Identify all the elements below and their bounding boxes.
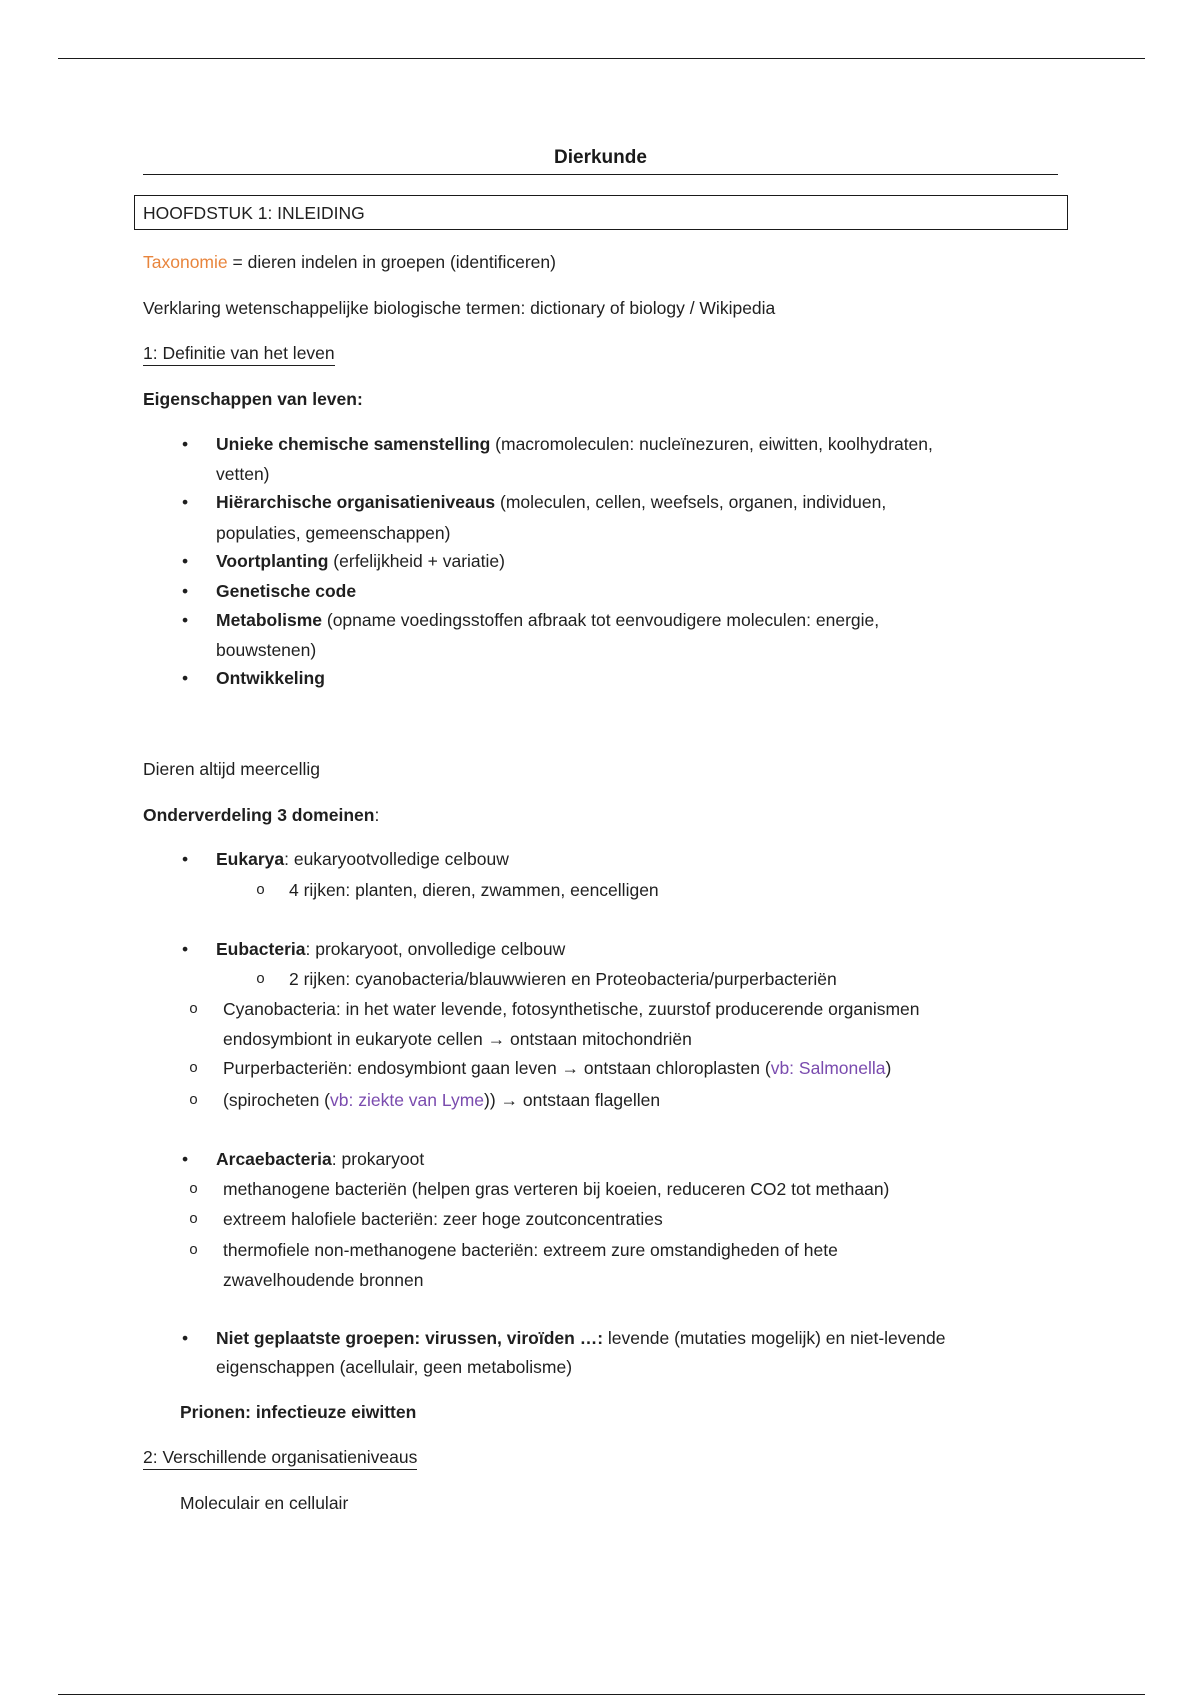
section-2-heading-text: 2: Verschillende organisatieniveaus	[143, 1447, 417, 1470]
unplaced-groups-term: Niet geplaatste groepen: virussen, viroïden …:	[216, 1328, 604, 1348]
bullet-marker: •	[182, 610, 189, 630]
list-item-term: Genetische code	[216, 581, 357, 601]
unplaced-groups-text: levende (mutaties mogelijk) en niet-levende	[603, 1328, 946, 1348]
domains-heading	[143, 804, 379, 826]
list-item	[216, 491, 886, 513]
list-item	[216, 550, 505, 572]
bullet-marker: •	[182, 581, 189, 601]
bullet-marker: •	[182, 551, 189, 571]
sub-list-item: thermofiele non-methanogene bacteriën: extreem zure omstandigheden of hete	[223, 1240, 838, 1260]
list-item-text: (moleculen, cellen, weefsels, organen, individuen,	[495, 492, 887, 512]
example-text: vb: Salmonella	[770, 1058, 886, 1078]
sub-list-item: methanogene bacteriën (helpen gras verteren bij koeien, reduceren CO2 tot methaan)	[223, 1179, 890, 1199]
list-item-continued: vetten)	[216, 464, 270, 484]
list-item-text: (opname voedingsstoffen afbraak tot eenvoudigere moleculen: energie,	[322, 610, 880, 630]
sub-bullet-marker: o	[189, 1211, 199, 1228]
unplaced-groups-continued: eigenschappen (acellulair, geen metabolisme)	[216, 1357, 573, 1377]
bullet-marker: •	[182, 668, 189, 688]
bullet-marker: •	[182, 1328, 189, 1348]
section-1-heading	[143, 342, 335, 364]
sub-list-item: 2 rijken: cyanobacteria/blauwwieren en Proteobacteria/purperbacteriën	[289, 969, 837, 989]
properties-heading: Eigenschappen van leven:	[143, 389, 363, 409]
document-title: Dierkunde	[554, 147, 647, 168]
sub-list-item-text: Purperbacteriën: endosymbiont gaan leven → ontstaan chloroplasten (	[223, 1058, 771, 1078]
sub-list-item: extreem halofiele bacteriën: zeer hoge zoutconcentraties	[223, 1209, 663, 1229]
glossary-note: Verklaring wetenschappelijke biologische termen: dictionary of biology / Wikipedia	[143, 298, 776, 318]
list-item-term: Voortplanting	[216, 551, 329, 571]
sub-bullet-marker: o	[189, 1242, 199, 1259]
taxonomy-term: Taxonomie	[143, 252, 228, 272]
domain-text: : prokaryoot	[331, 1149, 425, 1169]
multicellular-note: Dieren altijd meercellig	[143, 759, 321, 779]
sub-bullet-marker: o	[256, 971, 266, 988]
sub-list-item-continued: zwavelhoudende bronnen	[223, 1270, 424, 1290]
list-item-term: Metabolisme	[216, 610, 322, 630]
list-item-continued: bouwstenen)	[216, 640, 317, 660]
section-2-subheading: Moleculair en cellulair	[180, 1493, 349, 1513]
domain-text: : eukaryootvolledige celbouw	[284, 849, 509, 869]
sub-bullet-marker: o	[189, 1001, 199, 1018]
bullet-marker: •	[182, 492, 189, 512]
sub-bullet-marker: o	[189, 1092, 199, 1109]
chapter-heading-box	[134, 195, 1068, 230]
chapter-heading: HOOFDSTUK 1: INLEIDING	[143, 203, 365, 223]
bullet-marker: •	[182, 434, 189, 454]
list-item	[216, 609, 879, 631]
list-item	[216, 433, 933, 455]
sub-list-item: Cyanobacteria: in het water levende, fotosynthetische, zuurstof producerende organismen	[223, 999, 920, 1019]
bullet-marker: •	[182, 849, 189, 869]
domain-term: Arcaebacteria	[216, 1149, 332, 1169]
example-text: vb: ziekte van Lyme	[330, 1090, 485, 1110]
unplaced-groups	[216, 1327, 945, 1349]
list-item-term: Unieke chemische samenstelling	[216, 434, 491, 454]
domain-term: Eukarya	[216, 849, 285, 869]
list-item-term: Ontwikkeling	[216, 668, 325, 688]
sub-list-item	[223, 1089, 660, 1111]
sub-list-item-continued: endosymbiont in eukaryote cellen → ontstaan mitochondriën	[223, 1029, 692, 1049]
list-item	[216, 667, 325, 689]
list-item-text: (erfelijkheid + variatie)	[328, 551, 505, 571]
domain-eukarya	[216, 848, 509, 870]
list-item	[216, 580, 356, 602]
page-bottom-rule	[58, 1694, 1145, 1695]
list-item-term: Hiërarchische organisatieniveaus	[216, 492, 496, 512]
list-item-continued: populaties, gemeenschappen)	[216, 523, 451, 543]
page-top-rule	[58, 58, 1145, 59]
domain-term: Eubacteria	[216, 939, 306, 959]
sub-list-item-text: (spirocheten (	[223, 1090, 330, 1110]
domain-eubacteria	[216, 938, 565, 960]
bullet-marker: •	[182, 1149, 189, 1169]
sub-list-item	[223, 1057, 891, 1079]
taxonomy-text: = dieren indelen in groepen (identificeren)	[227, 252, 556, 272]
domains-heading-suffix: :	[374, 805, 380, 825]
title-underline	[143, 174, 1058, 175]
sub-bullet-marker: o	[189, 1060, 199, 1077]
domain-arcaebacteria	[216, 1148, 424, 1170]
domain-text: : prokaryoot, onvolledige celbouw	[305, 939, 566, 959]
sub-list-item-close: )) → ontstaan flagellen	[484, 1090, 661, 1110]
sub-bullet-marker: o	[256, 882, 266, 899]
section-2-heading	[143, 1446, 417, 1468]
prions-note: Prionen: infectieuze eiwitten	[180, 1402, 417, 1422]
list-item-text: (macromoleculen: nucleïnezuren, eiwitten, koolhydraten,	[490, 434, 933, 454]
bullet-marker: •	[182, 939, 189, 959]
section-1-heading-text: 1: Definitie van het leven	[143, 343, 335, 366]
sub-bullet-marker: o	[189, 1181, 199, 1198]
domains-heading-text: Onderverdeling 3 domeinen	[143, 805, 375, 825]
sub-list-item-close: )	[885, 1058, 892, 1078]
taxonomy-definition	[143, 251, 556, 273]
sub-list-item: 4 rijken: planten, dieren, zwammen, eencelligen	[289, 880, 659, 900]
